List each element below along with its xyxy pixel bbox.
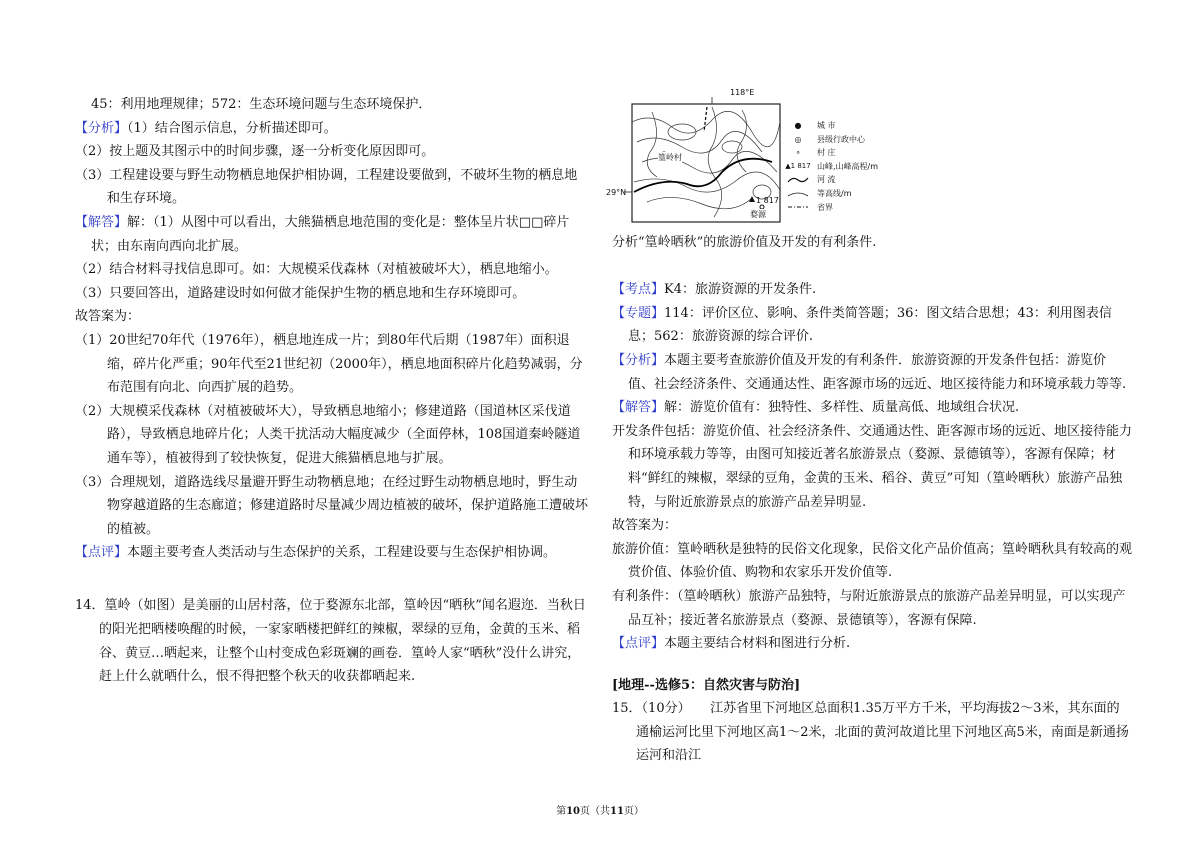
county-center-icon: ◎ — [794, 134, 802, 144]
page-number: 10 — [566, 806, 580, 817]
line-l8: （1）20世纪70年代（1976年），栖息地连成一片；到80年代后期（1987年）面积退缩，碎片化严重；90年代至21世纪初（2000年），栖息地面积碎片化趋势减弱，分布范围有向北、向西扩展的趋势。 — [75, 332, 583, 396]
legend-county-center: ◎ 县级行政中心 — [785, 133, 905, 147]
tag-zhuanti: 【专题】 — [612, 305, 665, 321]
answer-line: 【解答】解：（1）从图中可以看出，大熊猫栖息地范围的变化是：整体呈片状□□碎片状；由东南向西向北扩展。 — [75, 214, 570, 254]
legend-contour: 等高线/m — [785, 187, 905, 201]
legend-river: 河 流 — [785, 173, 905, 187]
line-r7: 有利条件：（篁岭晒秋）旅游产品独特，与附近旅游景点的旅游产品差异明显，可以实现产品互补；接近著名旅游景点（婺源、景德镇等），客源有保障. — [612, 588, 1126, 628]
line-l3: （3）工程建设要与野生动物栖息地保护相协调，工程建设要做到，不破坏生物的栖息地和生存环境。 — [75, 167, 578, 207]
comment-line: 【点评】本题主要考查人类活动与生态保护的关系，工程建设要与生态保护相协调。 — [75, 545, 557, 561]
legend-boundary: 省界 — [785, 201, 905, 215]
kaodian-line: 【考点】K4：旅游资源的开发条件. — [612, 282, 817, 298]
section-heading: [地理--选修5：自然灾害与防治] — [612, 677, 801, 693]
left-column — [75, 93, 590, 689]
question-14: 14．篁岭（如图）是美丽的山居村落，位于婺源东北部，篁岭因“晒秋”闻名遐迩．当秋日的阳光把晒楼唤醒的时候，一家家晒楼把鲜红的辣椒，翠绿的豆角，金黄的玉米、稻谷、黄豆…晒起来，让整个山村变成色彩斑斓的画卷．篁岭人家“晒秋”没什么讲究，赶上什么就晒什么，恨不得把整个秋天的收获都晒起来. — [75, 598, 586, 685]
river-icon — [785, 176, 811, 184]
contour-icon — [785, 190, 811, 198]
line-l7: 故答案为： — [75, 309, 141, 325]
tag-dianping: 【点评】 — [612, 636, 665, 652]
line-l6: （3）只要回答出，道路建设时如何做才能保护生物的栖息地和生存环境即可。 — [75, 285, 526, 301]
legend-city: ● 城 市 — [785, 119, 905, 133]
analysis-line: 【分析】（1）结合图示信息，分析描述即可。 — [75, 120, 337, 136]
right-column — [612, 231, 1132, 768]
line-l5: （2）结合材料寻找信息即可。如：大规模采伐森林（对植被破坏大），栖息地缩小。 — [75, 262, 558, 278]
tag-comment: 【点评】 — [75, 545, 128, 561]
village-icon: ∘ — [795, 148, 801, 158]
tag-kaodian: 【考点】 — [612, 282, 665, 298]
fenxi-line: 【分析】本题主要考查旅游价值及开发的有利条件．旅游资源的开发条件包括：游览价值、社会经济条件、交通通达性、距客源市场的远近、地区接待能力和环境承载力等等. — [612, 352, 1127, 392]
dianping-line: 【点评】本题主要结合材料和图进行分析. — [612, 636, 851, 652]
line-l9: （2）大规模采伐森林（对植被破坏大），导致栖息地缩小；修建道路（国道林区采伐道路），导致栖息地碎片化；人类干扰活动大幅度减少（全面停林，108国道秦岭隧道通车等），植被得到了较快恢复，促进大熊猫栖息地与扩展。 — [75, 403, 581, 466]
line-l0: 45：利用地理规律；572：生态环境问题与生态环境保护． — [91, 97, 432, 112]
lat-label: 29°N — [606, 188, 627, 197]
legend-peak: ▲1 817 山峰,山峰高程/m — [785, 160, 905, 174]
legend-village: ∘ 村 庄 — [785, 146, 905, 160]
map-legend — [785, 119, 905, 214]
lon-label: 118°E — [730, 88, 755, 97]
city-icon: ● — [794, 121, 802, 130]
line-l10: （3）合理规划，道路选线尽量避开野生动物栖息地；在经过野生动物栖息地时，野生动物穿越道路的生态廊道；修建道路时尽量减少周边植被的破坏，保护道路施工遭破坏的植被。 — [75, 474, 589, 537]
peak-icon: ▲1 817 — [785, 161, 811, 170]
boundary-icon — [785, 203, 811, 211]
line-r4: 开发条件包括：游览价值、社会经济条件、交通通达性、距客源市场的远近、地区接待能力和环境承载力等等，由图可知接近著名旅游景点（婺源、景德镇等），客源有保障；材料“鲜红的辣椒，翠绿的豆角，金黄的玉米、稻谷、黄豆”可知（篁岭晒秋）旅游产品独特，与附近旅游景点的旅游产品差异明显. — [612, 423, 1133, 510]
place-wuyuan: 婺源 — [750, 210, 766, 219]
question-15: 15．（10分） 江苏省里下河地区总面积1.35万平方千米，平均海拔2～3米，其东面的通榆运河比里下河地区高1～2米，北面的黄河故道比里下河地区高5米，南面是新通扬运河和沿江 — [612, 701, 1129, 764]
map-question: 分析“篁岭晒秋”的旅游价值及开发的有利条件. — [612, 235, 877, 250]
place-huangling: 篁岭村 — [658, 153, 682, 162]
line-l2: （2）按上题及其图示中的时间步骤，逐一分析变化原因即可。 — [75, 144, 435, 160]
peak-label: 1 817 — [756, 196, 779, 205]
jieda-line: 【解答】解：游览价值有：独特性、多样性、质量高低、地域组合状况. — [612, 400, 1020, 416]
tag-answer: 【解答】 — [75, 214, 128, 230]
tag-fenxi: 【分析】 — [612, 352, 665, 368]
page-total: 11 — [610, 806, 624, 817]
line-r5: 故答案为： — [612, 518, 678, 534]
page-footer: 第10页（共11页） — [556, 806, 644, 817]
tag-analysis: 【分析】 — [75, 120, 128, 136]
line-r6: 旅游价值：篁岭晒秋是独特的民俗文化现象，民俗文化产品价值高；篁岭晒秋具有较高的观赏价值、体验价值、购物和农家乐开发价值等. — [612, 541, 1133, 581]
tag-jieda: 【解答】 — [612, 400, 665, 416]
zhuanti-line: 【专题】114：评价区位、影响、条件类简答题；36：图文结合思想；43：利用图表信息；562：旅游资源的综合评价. — [612, 305, 1112, 345]
